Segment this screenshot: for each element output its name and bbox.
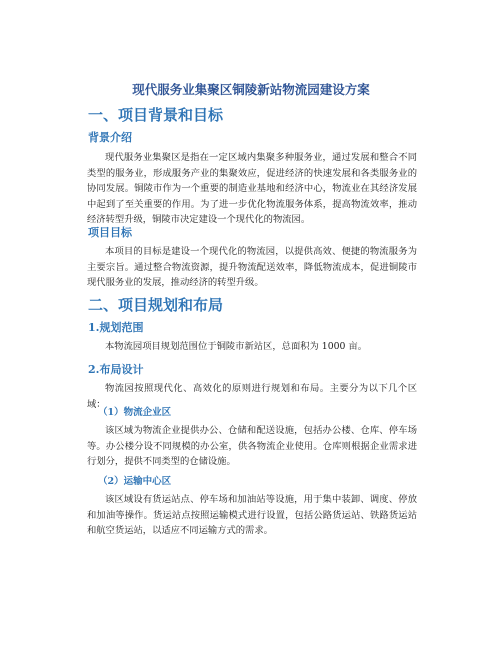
paragraph-layout-design: 物流园按照现代化、高效化的原则进行规划和布局。主要分为以下几个区域： xyxy=(87,383,417,410)
paragraph-planning-scope: 本物流园项目规划范围位于铜陵市新站区，总面积为 1000 亩。 xyxy=(105,341,367,352)
item-heading-logistics-enterprise-zone: （1）物流企业区 xyxy=(98,407,172,418)
subsection-heading-planning-scope: 1.规划范围 xyxy=(88,321,144,334)
section-heading-background: 一、项目背景和目标 xyxy=(88,106,224,124)
item-heading-transport-center-zone: （2）运输中心区 xyxy=(98,476,172,487)
paragraph-logistics-enterprise-zone: 该区域为物流企业提供办公、仓储和配送设施，包括办公楼、仓库、停车场等。办公楼分设不同规模的办公室，供各物流企业使用。仓库则根据企业需求进行划分，提供不同类型的仓储设施。 xyxy=(87,425,417,467)
paragraph-transport-center-zone: 该区域设有货运站点、停车场和加油站等设施，用于集中装卸、调度、停放和加油等操作。货运站点按照运输模式进行设置，包括公路货运站、铁路货运站和航空货运站，以适应不同运输方式的需求。 xyxy=(87,494,417,536)
subsection-heading-layout-design: 2.布局设计 xyxy=(88,363,144,376)
paragraph-background-intro: 现代服务业集聚区是指在一定区域内集聚多种服务业，通过发展和整合不同类型的服务业，形成服务产业的集聚效应，促进经济的快速发展和各类服务业的协同发展。铜陵市作为一个重要的制造业基地和经济中心，物流业在其经济发展中起到了至关重要的作用。为了进一步优化物流服务体系，提高物流效率，推动经济转型升级，铜陵市决定建设一个现代化的物流园。 xyxy=(87,152,417,225)
section-heading-planning: 二、项目规划和布局 xyxy=(88,296,224,314)
subsection-heading-background-intro: 背景介绍 xyxy=(88,131,132,144)
document-title: 现代服务业集聚区铜陵新站物流园建设方案 xyxy=(132,82,370,97)
paragraph-project-goal: 本项目的目标是建设一个现代化的物流园，以提供高效、便捷的物流服务为主要宗旨。通过整合物流资源，提升物流配送效率，降低物流成本，促进铜陵市现代服务业的发展，推动经济的转型升级。 xyxy=(87,246,417,288)
subsection-heading-project-goal: 项目目标 xyxy=(88,226,132,239)
